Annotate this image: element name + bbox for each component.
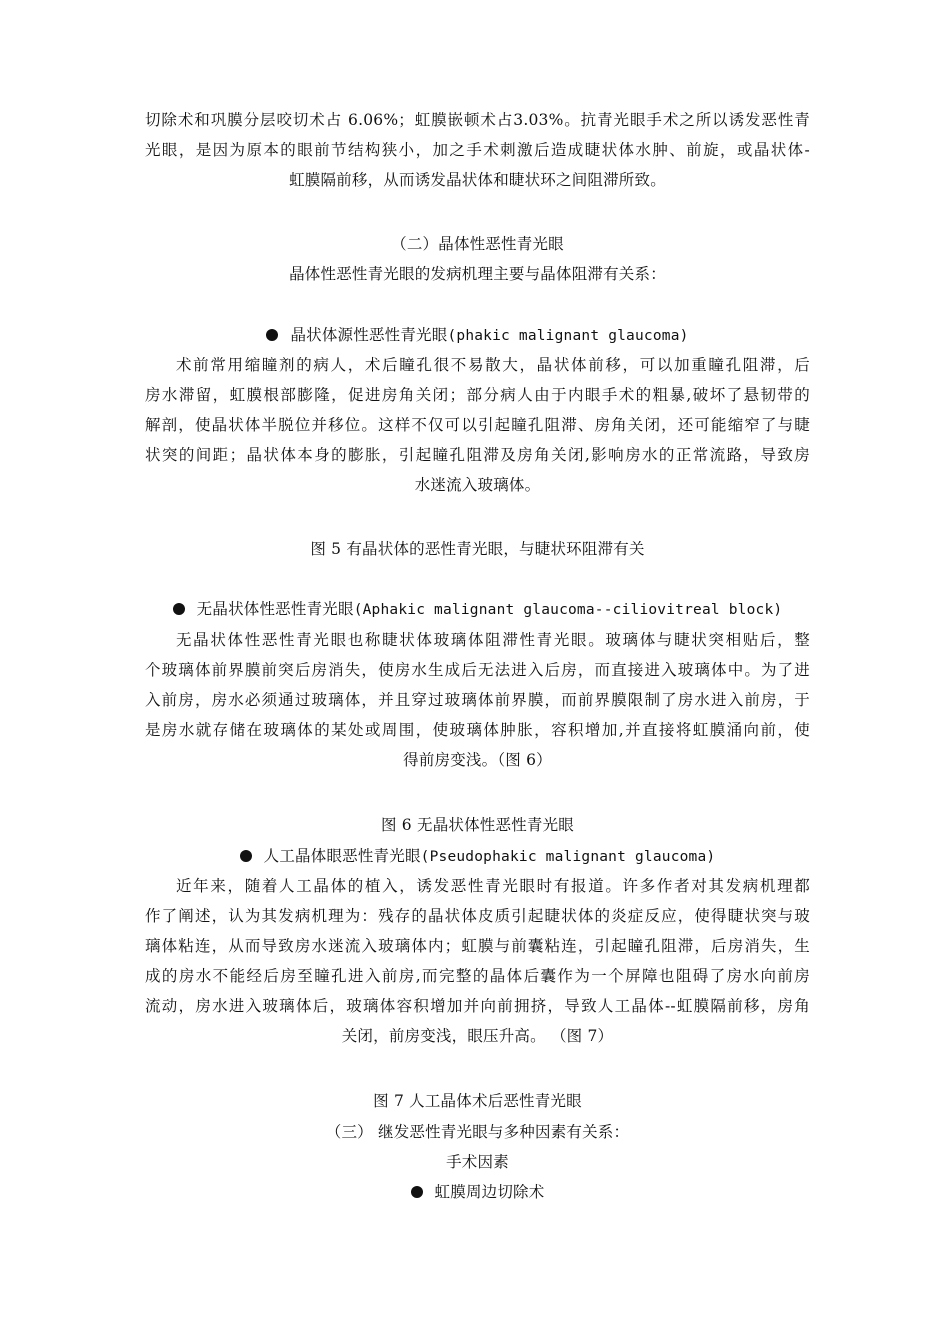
bullet-icon — [240, 850, 252, 862]
figure-caption: 图 6 无晶状体性恶性青光眼 — [380, 816, 575, 834]
bullet-icon — [411, 1186, 423, 1198]
text-line: 璃体粘连，从而导致房水迷流入玻璃体内；虹膜与前囊粘连，引起瞳孔阻滞，后房消失，生 — [145, 937, 810, 955]
text-line: 是房水就存储在玻璃体的某处或周围，使玻璃体肿胀，容积增加,并直接将虹膜涌向前，使 — [145, 721, 810, 739]
text-line: 切除术和巩膜分层咬切术占 6.06%；虹膜嵌顿术占3.03%。抗青光眼手术之所以诱发恶性青 — [145, 111, 810, 129]
bullet-icon — [173, 603, 185, 615]
subsection-title-en: (Aphakic malignant glaucoma--ciliovitreal block) — [353, 602, 783, 618]
subsection-title-cn: 晶状体源性恶性青光眼 — [290, 326, 448, 344]
text-line: 流动，房水进入玻璃体后，玻璃体容积增加并向前拥挤，导致人工晶体--虹膜隔前移，房角 — [145, 997, 810, 1015]
section-heading-lens — [145, 229, 810, 289]
subsection-title-en: (phakic malignant glaucoma) — [447, 328, 689, 344]
text-line: 水迷流入玻璃体。 — [414, 476, 541, 494]
text-line: 虹膜隔前移，从而诱发晶状体和睫状环之间阻滞所致。 — [289, 171, 666, 189]
figure-caption: 图 5 有晶状体的恶性青光眼，与睫状环阻滞有关 — [310, 540, 645, 558]
figure-caption-5-block — [145, 534, 810, 564]
text-line: 光眼，是因为原本的眼前节结构狭小，加之手术刺激后造成睫状体水肿、前旋，或晶状体- — [145, 141, 810, 159]
subsection-title — [145, 594, 810, 625]
text-line: 状突的间距；晶状体本身的膨胀，引起瞳孔阻滞及房角关闭,影响房水的正常流路，导致房 — [145, 446, 810, 464]
text-line: 关闭，前房变浅，眼压升高。 （图 7） — [341, 1027, 614, 1045]
figure-caption: 图 7 人工晶体术后恶性青光眼 — [373, 1092, 582, 1110]
text-line: 得前房变浅。（图 6） — [403, 751, 552, 769]
text-line: 个玻璃体前界膜前突后房消失，使房水生成后无法进入后房，而直接进入玻璃体中。为了进 — [145, 661, 810, 679]
figure-caption-6-block — [145, 810, 810, 840]
paragraph-aphakic — [145, 625, 810, 775]
text-line: 近年来，随着人工晶体的植入，诱发恶性青光眼时有报道。许多作者对其发病机理都 — [176, 877, 810, 895]
subsection-title-cn: 人工晶体眼恶性青光眼 — [263, 847, 421, 865]
bullet-item — [145, 1177, 810, 1207]
section-secondary — [145, 1117, 810, 1207]
text-line: 房水滞留，虹膜根部膨隆，促进房角关闭；部分病人由于内眼手术的粗暴,破坏了悬韧带的 — [145, 386, 810, 404]
bullet-icon — [266, 329, 278, 341]
text-line: 作了阐述，认为其发病机理为：残存的晶状体皮质引起睫状体的炎症反应，使得睫状突与玻 — [145, 907, 810, 925]
section-title: （三） 继发恶性青光眼与多种因素有关系： — [325, 1123, 630, 1141]
text-line: 成的房水不能经后房至瞳孔进入前房,而完整的晶体后囊作为一个屏障也阻碍了房水向前房 — [145, 967, 810, 985]
section-subtitle: 手术因素 — [446, 1153, 509, 1171]
bullet-item-text: 虹膜周边切除术 — [434, 1183, 545, 1201]
paragraph-surgery-stats — [145, 105, 810, 195]
subsection-title-cn: 无晶状体性恶性青光眼 — [196, 600, 354, 618]
subsection-phakic — [145, 320, 810, 351]
paragraph-phakic — [145, 350, 810, 500]
subsection-title — [145, 320, 810, 351]
text-line: 术前常用缩瞳剂的病人，术后瞳孔很不易散大，晶状体前移，可以加重瞳孔阻滞，后 — [176, 356, 810, 374]
figure-caption-7-block — [145, 1086, 810, 1116]
section-title: （二）晶体性恶性青光眼 — [391, 235, 564, 253]
text-line: 入前房，房水必须通过玻璃体，并且穿过玻璃体前界膜，而前界膜限制了房水进入前房，于 — [145, 691, 810, 709]
text-line: 解剖，使晶状体半脱位并移位。这样不仅可以引起瞳孔阻滞、房角关闭，还可能缩窄了与睫 — [145, 416, 810, 434]
text-line: 无晶状体性恶性青光眼也称睫状体玻璃体阻滞性青光眼。玻璃体与睫状突相贴后，整 — [176, 631, 810, 649]
section-intro: 晶体性恶性青光眼的发病机理主要与晶体阻滞有关系： — [289, 265, 666, 283]
subsection-pseudophakic — [145, 841, 810, 872]
paragraph-pseudophakic — [145, 871, 810, 1051]
subsection-aphakic — [145, 594, 810, 625]
subsection-title-en: (Pseudophakic malignant glaucoma) — [420, 849, 716, 865]
subsection-title — [145, 841, 810, 872]
